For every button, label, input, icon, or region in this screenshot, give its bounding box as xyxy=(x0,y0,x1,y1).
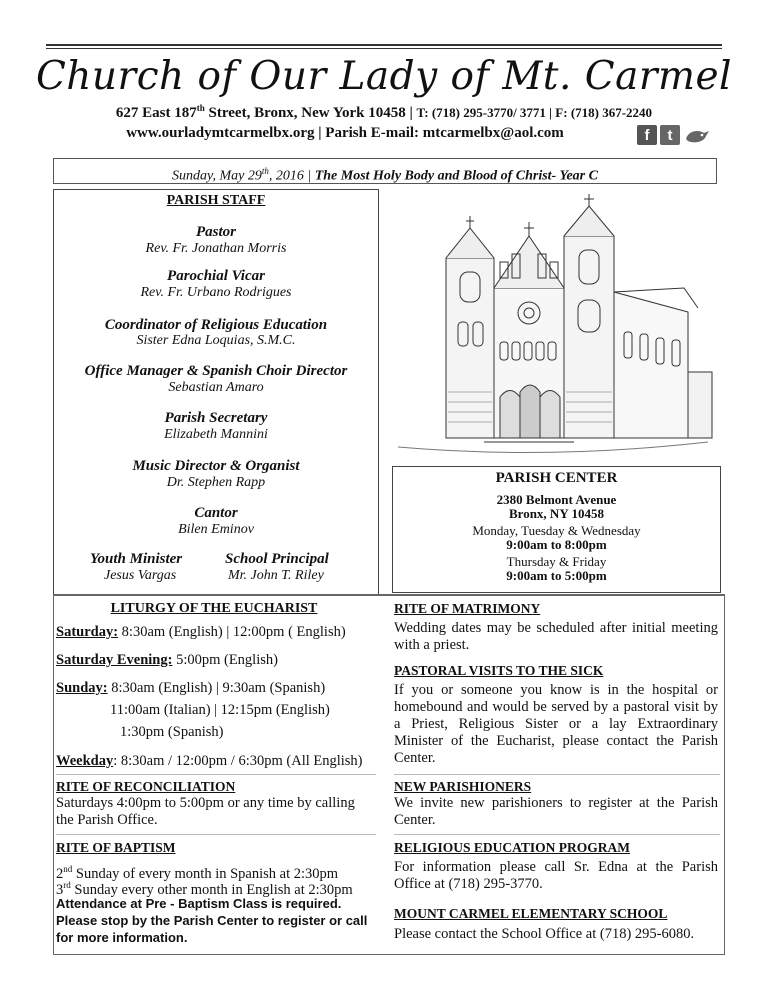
email-bird-icon[interactable] xyxy=(684,127,710,145)
vicar-role: Parochial Vicar xyxy=(167,268,265,284)
feast-title: The Most Holy Body and Blood of Christ- Year C xyxy=(314,168,598,184)
church-address: 627 East 187th Street, Bronx, New York 10458 | T: (718) 295-3770/ 3771 | F: (718) 367-2240 xyxy=(115,103,653,121)
music-director-role: Music Director & Organist xyxy=(132,458,300,474)
liturgy-heading: LITURGY OF THE EUCHARIST xyxy=(110,601,318,616)
parish-center-box xyxy=(392,466,721,593)
principal-role: School Principal xyxy=(225,551,329,567)
sick-visits-heading: PASTORAL VISITS TO THE SICK xyxy=(394,663,604,678)
pastor-role: Pastor xyxy=(195,224,236,240)
liturgy-sunday-line3: 1:30pm (Spanish) xyxy=(120,724,224,740)
music-director-name: Dr. Stephen Rapp xyxy=(166,475,266,490)
religious-ed-text: For information please call Sr. Edna at the Parish Office at (718) 295-3770. xyxy=(394,859,718,892)
liturgy-sunday: Sunday: 8:30am (English) | 9:30am (Spanish) xyxy=(56,680,326,696)
center-city: Bronx, NY 10458 xyxy=(509,506,604,521)
youth-minister-role: Youth Minister xyxy=(90,551,183,567)
center-days-2: Thursday & Friday xyxy=(506,554,607,569)
youth-minister-name: Jesus Vargas xyxy=(104,568,177,583)
liturgy-weekday: Weekday: 8:30am / 12:00pm / 6:30pm (All English) xyxy=(56,753,363,769)
reconciliation-heading: RITE OF RECONCILIATION xyxy=(56,779,236,794)
church-illustration xyxy=(388,192,718,460)
matrimony-text: Wedding dates may be scheduled after initial meeting with a priest. xyxy=(394,620,718,653)
vicar-name: Rev. Fr. Urbano Rodrigues xyxy=(140,285,292,300)
school-text: Please contact the School Office at (718) 295-6080. xyxy=(394,926,695,942)
information-box xyxy=(53,594,725,955)
cantor-role: Cantor xyxy=(194,505,238,521)
date-feast-banner: Sunday, May 29th, 2016 | The Most Holy Body and Blood of Christ- Year C xyxy=(53,158,717,184)
new-parishioners-heading: NEW PARISHIONERS xyxy=(394,779,532,794)
sick-visits-text: If you or someone you know is in the hospital or homebound and would be served by a pastoral visit by a Priest, Religious Sister or a lay Extraordinary Minister of the Eucharist, please contact the Parish Center. xyxy=(394,682,718,766)
liturgy-saturday: Saturday: 8:30am (English) | 12:00pm ( English) xyxy=(56,624,346,640)
coordinator-role: Coordinator of Religious Education xyxy=(104,317,328,333)
cantor-name: Bilen Eminov xyxy=(178,522,254,537)
center-heading: PARISH CENTER xyxy=(495,470,618,486)
baptism-english: 3rd Sunday every other month in English at 2:30pm xyxy=(56,880,353,898)
liturgy-saturday-evening: Saturday Evening: 5:00pm (English) xyxy=(56,652,278,668)
baptism-spanish: 2nd Sunday of every month in Spanish at 2:30pm xyxy=(56,864,339,882)
parish-staff-box xyxy=(53,189,379,595)
school-heading: MOUNT CARMEL ELEMENTARY SCHOOL xyxy=(394,906,668,921)
matrimony-heading: RITE OF MATRIMONY xyxy=(394,601,541,616)
secretary-name: Elizabeth Mannini xyxy=(164,427,268,442)
twitter-icon[interactable]: t xyxy=(660,125,680,145)
center-hours-1: 9:00am to 8:00pm xyxy=(506,537,607,552)
new-parishioners-text: We invite new parishioners to register at the Parish Center. xyxy=(394,795,718,828)
phone-numbers: T: (718) 295-3770/ 3771 | F: (718) 367-2240 xyxy=(416,105,653,120)
center-street: 2380 Belmont Avenue xyxy=(496,492,617,507)
staff-heading: PARISH STAFF xyxy=(166,193,266,208)
center-hours-2: 9:00am to 5:00pm xyxy=(506,568,607,583)
secretary-role: Parish Secretary xyxy=(164,410,268,426)
principal-name: Mr. John T. Riley xyxy=(228,568,324,583)
liturgy-sunday-line2: 11:00am (Italian) | 12:15pm (English) xyxy=(110,702,330,718)
office-manager-role: Office Manager & Spanish Choir Director xyxy=(84,363,348,379)
baptism-note: Attendance at Pre - Baptism Class is required. Please stop by the Parish Center to register or call for more information. xyxy=(56,896,368,945)
top-rule-thin xyxy=(46,48,722,49)
website-email[interactable]: www.ourladymtcarmelbx.org | Parish E-mail: mtcarmelbx@aol.com xyxy=(126,125,564,141)
reconciliation-text: Saturdays 4:00pm to 5:00pm or any time by calling the Parish Office. xyxy=(56,795,355,828)
baptism-heading: RITE OF BAPTISM xyxy=(56,840,176,855)
coordinator-name: Sister Edna Loquias, S.M.C. xyxy=(136,333,296,348)
center-days-1: Monday, Tuesday & Wednesday xyxy=(472,523,641,538)
church-title: Church of Our Lady of Mt. Carmel xyxy=(35,54,733,99)
facebook-icon[interactable]: f xyxy=(637,125,657,145)
office-manager-name: Sebastian Amaro xyxy=(168,380,264,395)
top-rule xyxy=(46,44,722,46)
social-icons xyxy=(637,125,717,147)
pastor-name: Rev. Fr. Jonathan Morris xyxy=(145,241,287,256)
religious-ed-heading: RELIGIOUS EDUCATION PROGRAM xyxy=(394,840,631,855)
